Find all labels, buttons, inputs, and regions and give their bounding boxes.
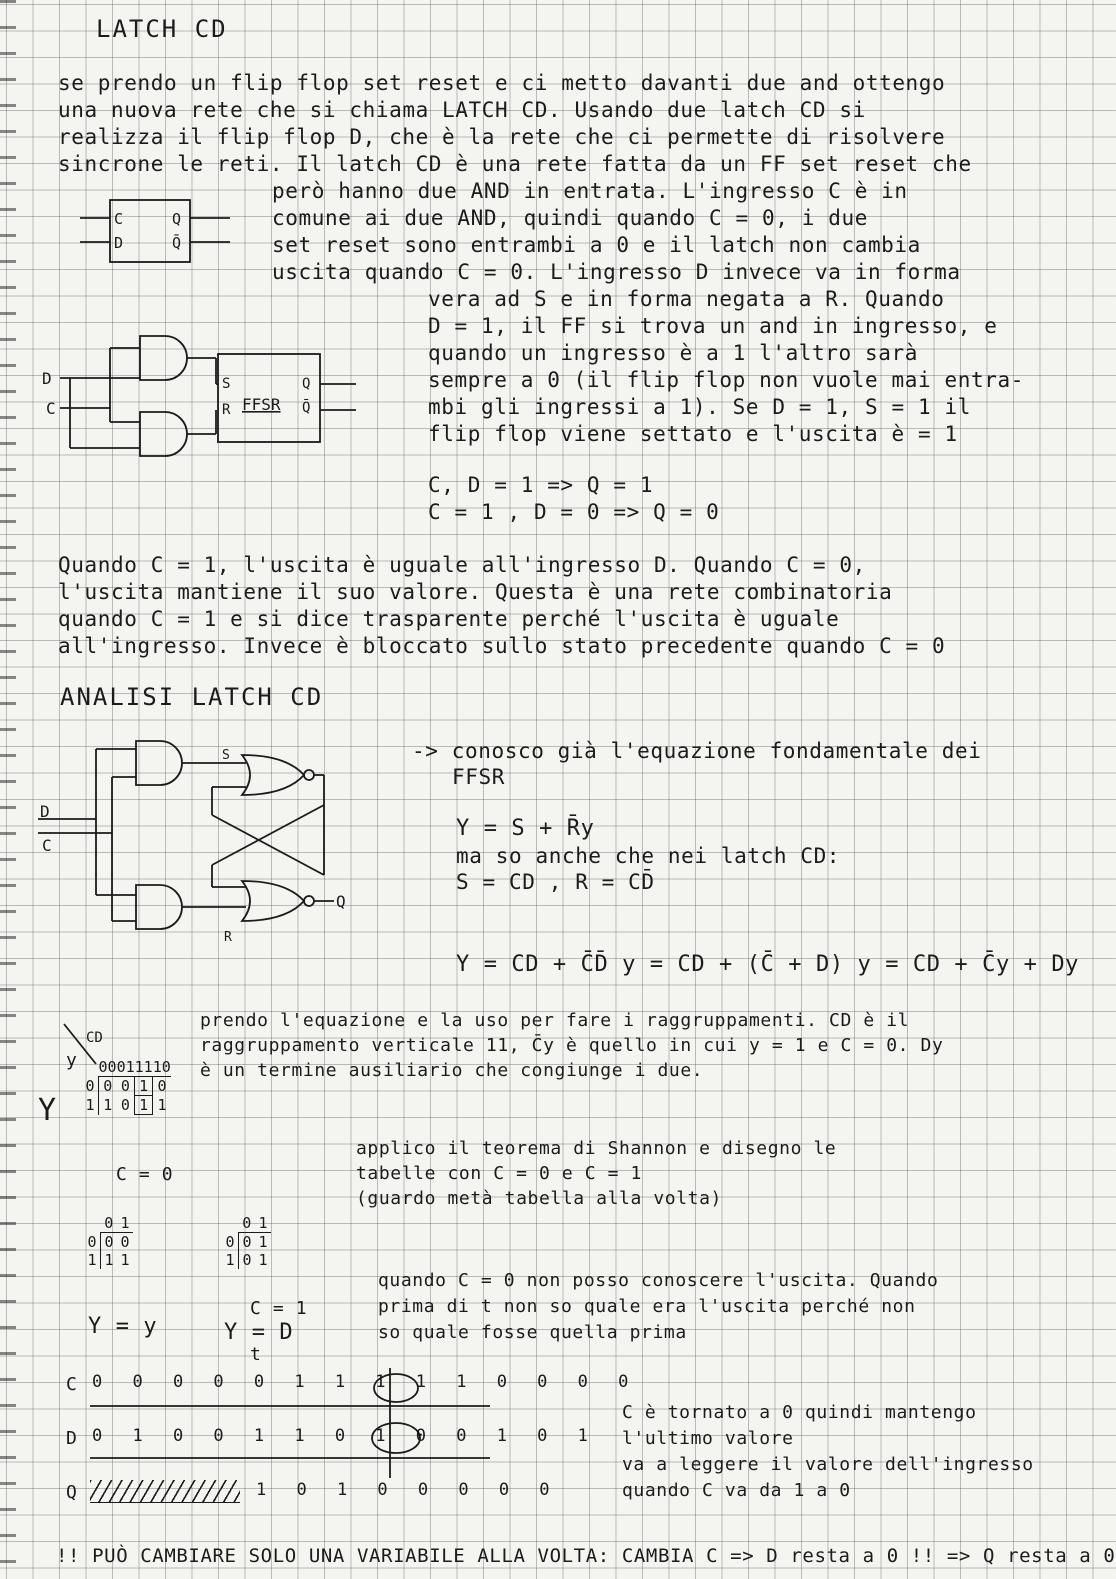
text-line: quando un ingresso è a 1 l'altro sarà [428,341,918,365]
text-line: uscita quando C = 0. L'ingresso D invece va in forma [272,260,961,284]
wave-label-c: C [66,1374,77,1395]
text-line: comune ai due AND, quindi quando C = 0, i due [272,206,868,230]
wave-d: 0 1 0 0 1 1 0 1 0 0 1 0 1 [92,1426,598,1446]
circuit-input-d: D [42,369,52,388]
ffsr-label: FFSR [242,395,281,414]
c1-label: C = 1 [250,1298,308,1319]
bottom-rule: !! PUÒ CAMBIARE SOLO UNA VARIABILE ALLA VOLTA: CAMBIA C => D resta a 0 !! => Q resta a 0 [56,1545,1116,1567]
kmap-note-line: è un termine ausiliario che congiunge i due. [200,1060,704,1081]
text-line: flip flop viene settato e l'uscita è = 1 [428,422,958,446]
c0-note-line: so quale fosse quella prima [378,1322,687,1343]
case-line: C = 1 , D = 0 => Q = 0 [428,500,720,524]
kmap-c1-result: Y = D [224,1320,294,1345]
notebook-binding [0,0,16,1579]
kmap-c1-table: 0 1 0 0 1 1 0 1 [222,1214,271,1269]
kmap-col-header: 11 [134,1058,153,1076]
c0-label: C = 0 [116,1164,174,1185]
circuit-input-c: C [46,399,56,418]
kmap-cell: 1 [157,1096,167,1114]
wave-c: 0 0 0 0 0 1 1 1 1 1 0 0 0 0 [92,1372,639,1392]
ffsr-input-r: R [222,402,231,418]
nor-output-q: Q [336,892,346,911]
text-line: all'ingresso. Invece è bloccato sullo stato precedente quando C = 0 [58,634,946,658]
kmap-c0-result: Y = y [88,1314,158,1339]
block-input-c: C [114,210,124,228]
text-line: mbi gli ingressi a 1). Se D = 1, S = 1 il [428,395,971,419]
shannon-note-line: applico il teorema di Shannon e disegno le [356,1138,837,1159]
block-output-qbar: Q̄ [172,234,182,252]
analysis-line: -> conosco già l'equazione fondamentale dei [412,739,982,763]
ffsr-equation: Y = S + R̄y [456,816,595,841]
text-line: D = 1, il FF si trova un and in ingresso, e [428,314,998,338]
text-line: vera ad S e in forma negata a R. Quando [428,287,945,311]
block-output-q: Q [172,210,182,228]
shannon-note-line: tabelle con C = 0 e C = 1 [356,1163,642,1184]
text-line: sempre a 0 (il flip flop non vuole mai entra- [428,368,1024,392]
kmap-col-header: 10 [152,1058,171,1076]
page-title: LATCH CD [96,15,228,43]
kmap-row-header: 0 [82,1077,99,1096]
kmap-cell: 1 [103,1096,113,1114]
nor-input-r: R [224,930,232,945]
latch-cd-block-symbol [80,192,240,272]
time-label: t [250,1344,262,1365]
text-line: quando C = 1 e si dice trasparente perché l'uscita è uguale [58,607,840,631]
section-title: ANALISI LATCH CD [60,683,324,711]
svg-text:y: y [66,1050,77,1071]
text-line: una nuova rete che si chiama LATCH CD. Usando due latch CD si [58,98,866,122]
latch-cd-nor-circuit [36,735,356,945]
wave-label-d: D [66,1428,77,1449]
ffsr-output-qbar: Q̄ [302,400,311,416]
case-line: C, D = 1 => Q = 1 [428,473,654,497]
text-line: l'uscita mantiene il suo valore. Questa è una rete combinatoria [58,580,893,604]
text-line: set reset sono entrambi a 0 e il latch non cambia [272,233,921,257]
timing-note-line: quando C va da 1 a 0 [622,1480,851,1501]
shannon-note-line: (guardo metà tabella alla volta) [356,1188,722,1209]
text-line: sincrone le reti. Il latch CD è una rete fatta da un FF set reset che [58,152,972,176]
kmap-c0-table: 0 1 0 0 0 1 1 1 [84,1214,133,1269]
svg-text:CD: CD [86,1030,103,1046]
wave-q: 1 0 1 0 0 0 0 0 [256,1480,560,1500]
text-line: Quando C = 1, l'uscita è uguale all'ingresso D. Quando C = 0, [58,553,866,577]
timing-diagram-lines [80,1398,500,1508]
kmap-table [82,1058,171,1115]
c0-note-line: prima di t non so quale era l'uscita perché non [378,1296,916,1317]
kmap-side-label: Y [38,1093,57,1128]
text-line: però hanno due AND in entrata. L'ingresso C è in [272,179,908,203]
analysis-line: S = CD , R = CD̄ [456,870,655,894]
analysis-line: FFSR [452,765,505,789]
latch-equation: Y = CD + C̄D̄ y = CD + (C̄ + D) y = CD + C̄y + Dy [456,952,1080,977]
kmap-cell: 0 [120,1077,130,1096]
kmap-cell: 0 [103,1077,113,1096]
kmap-row-header: 1 [82,1096,99,1115]
block-input-d: D [114,234,124,252]
kmap-col-header: 01 [116,1058,135,1076]
wave-label-q: Q [66,1482,77,1503]
kmap-note-line: prendo l'equazione e la uso per fare i raggruppamenti. CD è il [200,1010,910,1031]
kmap-cell: 0 [157,1077,167,1096]
nor-circuit-input-d: D [40,802,50,821]
timing-note-line: C è tornato a 0 quindi mantengo [622,1402,977,1423]
kmap-cell: 1 [135,1077,153,1096]
timing-note-line: l'ultimo valore [622,1428,794,1449]
text-line: se prendo un flip flop set reset e ci metto davanti due and ottengo [58,71,946,95]
c0-note-line: quando C = 0 non posso conoscere l'uscita. Quando [378,1270,939,1291]
nor-input-s: S [222,748,230,763]
timing-note-line: va a leggere il valore dell'ingresso [622,1454,1034,1475]
ffsr-input-s: S [222,376,231,392]
nor-circuit-input-c: C [42,836,52,855]
text-line: realizza il flip flop D, che è la rete che ci permette di risolvere [58,125,946,149]
analysis-line: ma so anche che nei latch CD: [456,844,841,868]
kmap-note-line: raggruppamento verticale 11, C̄y è quello in cui y = 1 e C = 0. Dy [200,1035,944,1056]
ffsr-output-q: Q [302,376,311,392]
kmap-col-header: 00 [98,1058,117,1076]
latch-cd-gate-circuit [40,330,370,470]
kmap-cell: 0 [120,1096,130,1114]
kmap-cell: 1 [135,1096,153,1115]
